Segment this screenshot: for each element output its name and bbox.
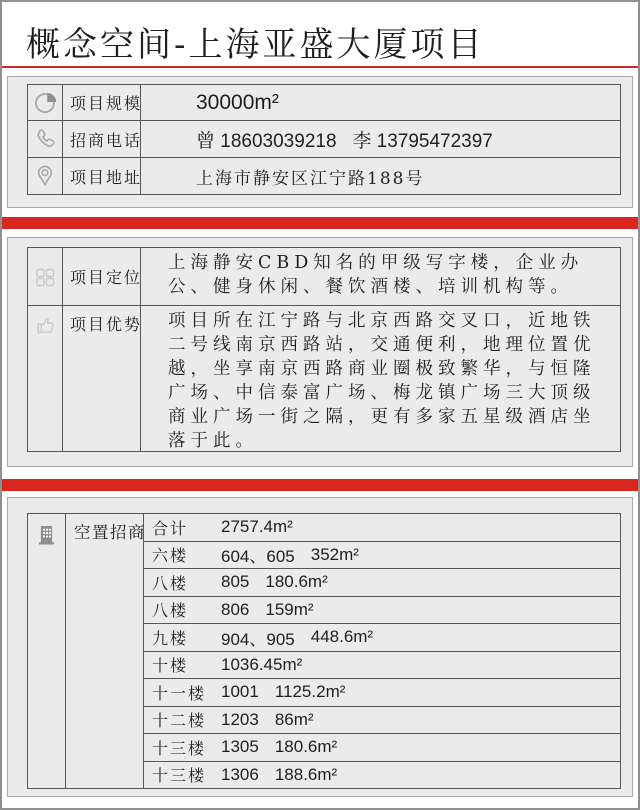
thumbs-up-icon (28, 306, 63, 452)
profile-value-scale: 30000m² (141, 85, 621, 121)
vacancy-rooms: 604、605 (221, 547, 295, 567)
vacancy-row (144, 542, 621, 570)
vacancy-row (144, 652, 621, 680)
vacancy-row (144, 514, 621, 542)
description-table (27, 247, 621, 452)
vacancy-table (27, 513, 621, 789)
description-label-positioning: 项目定位 (63, 248, 141, 306)
red-band-2 (2, 479, 638, 491)
title-area (2, 2, 638, 66)
section-description (7, 237, 633, 467)
vacancy-row (144, 624, 621, 652)
vacancy-row (144, 569, 621, 597)
vacancy-rooms: 1001 (221, 682, 259, 702)
profile-value-address: 上海市静安区江宁路188号 (141, 158, 621, 195)
vacancy-area: 86m² (274, 709, 314, 729)
vacancy-floor: 十二楼 (152, 711, 207, 731)
location-pin-icon (28, 158, 63, 195)
pie-chart-icon (28, 85, 63, 121)
vacancy-row (144, 597, 621, 625)
building-icon (28, 514, 66, 789)
phone-icon (28, 121, 63, 158)
profile-value-phone: 曾 18603039218 李 13795472397 (141, 121, 621, 158)
vacancy-floor: 八楼 (152, 601, 189, 621)
vacancy-area: 180.6m² (274, 737, 338, 757)
red-band-1 (2, 217, 638, 229)
section-profile (7, 76, 633, 208)
vacancy-floor: 十三楼 (152, 766, 207, 786)
grid-icon (28, 248, 63, 306)
page-title: 概念空间-上海亚盛大厦项目 (26, 25, 485, 65)
description-text-positioning: 上海静安CBD知名的甲级写字楼，企业办公、健身休闲、餐饮酒楼、培训机构等。 (141, 248, 621, 306)
vacancy-area: 1036.45m² (221, 654, 303, 674)
title-red-rule (2, 66, 638, 68)
profile-label-phone: 招商电话 (63, 121, 141, 158)
vacancy-area: 448.6m² (310, 627, 374, 647)
vacancy-rooms: 1305 (221, 737, 259, 757)
vacancy-rooms: 1306 (221, 764, 259, 784)
profile-label-address: 项目地址 (63, 158, 141, 195)
vacancy-area: 159m² (265, 599, 314, 619)
vacancy-floor: 九楼 (152, 628, 189, 648)
vacancy-floor: 八楼 (152, 573, 189, 593)
description-text-advantages: 项目所在江宁路与北京西路交叉口，近地铁二号线南京西路站，交通便利，地理位置优越，坐享南京西路商业圈极致繁华，与恒隆广场、中信泰富广场、梅龙镇广场三大顶级商业广场一街之隔，更有多家五星级酒店坐落于此。 (141, 306, 621, 452)
vacancy-floor: 十三楼 (152, 738, 207, 758)
vacancy-rooms: 1203 (221, 709, 259, 729)
section-vacancy (7, 497, 633, 797)
vacancy-area: 180.6m² (265, 572, 328, 592)
vacancy-row (144, 762, 621, 790)
vacancy-rooms: 805 (221, 572, 250, 592)
vacancy-rooms: 904、905 (221, 629, 295, 649)
vacancy-area: 2757.4m² (221, 517, 293, 537)
vacancy-floor: 十楼 (152, 656, 189, 676)
profile-table (27, 84, 621, 195)
vacancy-row (144, 679, 621, 707)
vacancy-rooms: 806 (221, 599, 250, 619)
vacancy-row (144, 707, 621, 735)
vacancy-floor: 十一楼 (152, 683, 207, 703)
vacancy-floor: 六楼 (152, 546, 189, 566)
vacancy-floor: 合计 (152, 518, 189, 538)
vacancy-area: 1125.2m² (274, 682, 346, 702)
profile-label-scale: 项目规模 (63, 85, 141, 121)
vacancy-label: 空置招商 (66, 514, 144, 789)
vacancy-row (144, 734, 621, 762)
description-label-advantages: 项目优势 (63, 306, 141, 452)
vacancy-area: 188.6m² (274, 764, 338, 784)
vacancy-area: 352m² (310, 544, 359, 564)
